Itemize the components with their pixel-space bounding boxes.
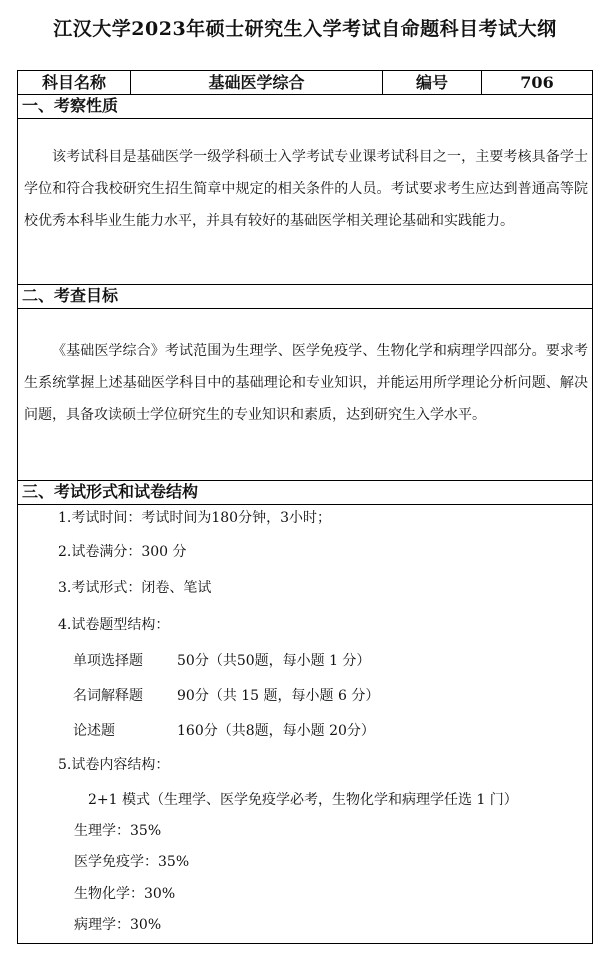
paragraph-nature: 该考试科目是基础医学一级学科硕士入学考试专业课考试科目之一，主要考核具备学士学位和符合我校研究生招生简章中规定的相关条件的人员。考试要求考生应达到普通高等院校优秀本科毕业生能力水平，并具有较好的基础医学相关理论基础和实践能力。: [24, 149, 588, 229]
section-heading-nature: 一、考察性质: [22, 96, 119, 115]
question-type-detail: 50分（共50题，每小题 1 分）: [177, 653, 371, 669]
page-title: 江汉大学2023年硕士研究生入学考试自命题科目考试大纲: [53, 18, 557, 40]
divider: [18, 504, 592, 505]
code-value: 706: [520, 73, 554, 92]
question-type-name: 论述题: [73, 723, 115, 739]
question-type-name: 名词解释题: [73, 688, 143, 704]
section-heading-format: 三、考试形式和试卷结构: [22, 482, 199, 501]
section-heading-objectives: 二、考查目标: [22, 286, 119, 305]
structure-title: 4.试卷题型结构：: [58, 617, 170, 633]
subject-header-row: [18, 71, 592, 95]
subject-weight: 病理学：30%: [74, 917, 162, 933]
subject-weight: 生理学：35%: [74, 823, 162, 839]
question-type-name: 单项选择题: [73, 653, 143, 669]
content-structure-title: 5.试卷内容结构：: [58, 757, 170, 773]
subject-weight: 医学免疫学：35%: [74, 854, 190, 870]
section-body-nature: [24, 141, 588, 237]
section-body-objectives: [24, 335, 588, 431]
question-type-row: [73, 686, 379, 706]
question-type-row: [73, 721, 375, 741]
question-type-detail: 90分（共 15 题，每小题 6 分）: [177, 688, 380, 704]
divider: [18, 308, 592, 309]
exam-score: 2.试卷满分：300 分: [58, 544, 187, 560]
code-label: 编号: [415, 73, 448, 92]
subject-name-label: 科目名称: [41, 73, 106, 92]
exam-mode: 2+1 模式（生理学、医学免疫学必考，生物化学和病理学任选 1 门）: [88, 792, 518, 808]
syllabus-table: [17, 70, 593, 944]
question-type-row: [73, 651, 370, 671]
divider: [18, 118, 592, 119]
subject-name-value: 基础医学综合: [208, 73, 305, 92]
subject-weight: 生物化学：30%: [74, 886, 176, 902]
paragraph-objectives: 《基础医学综合》考试范围为生理学、医学免疫学、生物化学和病理学四部分。要求考生系统掌握上述基础医学科目中的基础理论和专业知识，并能运用所学理论分析问题、解决问题，具备攻读硕士学位研究生的专业知识和素质，达到研究生入学水平。: [24, 343, 588, 423]
question-type-detail: 160分（共8题，每小题 20分）: [177, 723, 375, 739]
exam-time: 1.考试时间：考试时间为180分钟，3小时；: [58, 510, 331, 526]
exam-format: 3.考试形式：闭卷、笔试: [58, 580, 212, 596]
